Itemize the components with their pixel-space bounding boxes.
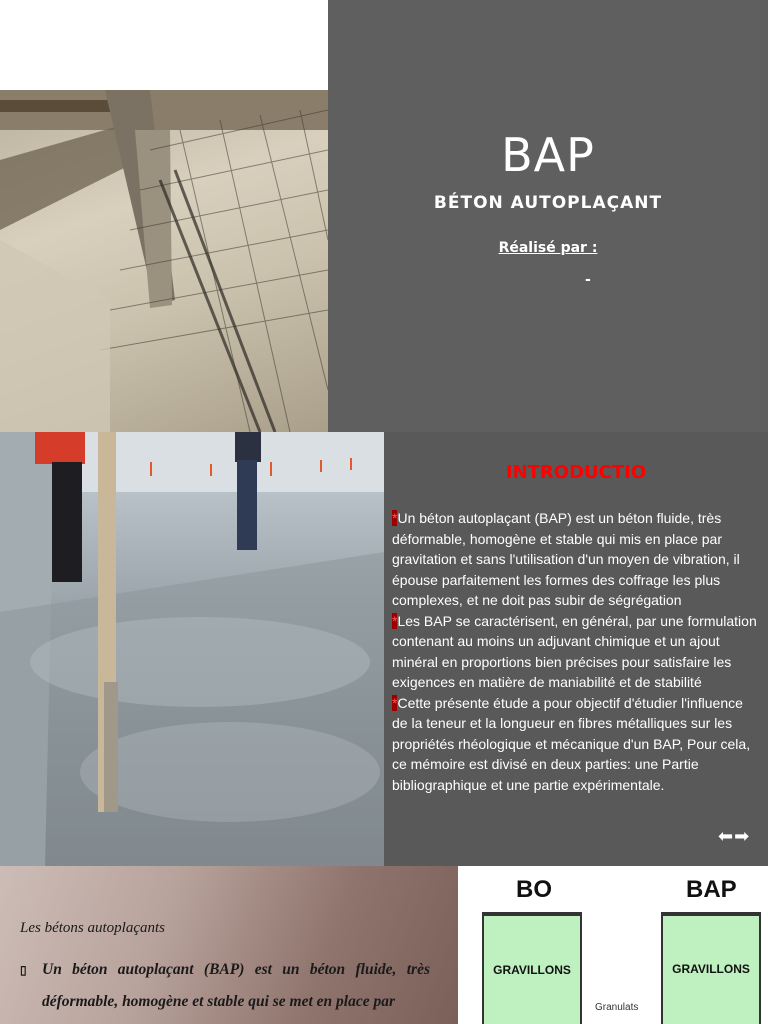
intro-paragraph-3 [392, 693, 762, 796]
diagram-left-header: BO [516, 876, 552, 903]
slide3-definition-panel [0, 866, 458, 1024]
slide1-blank-area [0, 0, 328, 90]
diagram-right-header: BAP [686, 876, 737, 903]
presentation-subtitle: BÉTON AUTOPLAÇANT [433, 193, 663, 213]
slide3-bullet-text: Un béton autoplaçant (BAP) est un béton fluide, très déformable, homogène et stable qui se met en place par [42, 961, 430, 1010]
bullet-star-marker: * [392, 694, 398, 711]
introduction-heading: INTRODUCTIO [505, 462, 647, 483]
diagram-right-gravillons-box: GRAVILLONS [661, 914, 761, 1024]
slide1-title-panel [328, 0, 768, 432]
intro-paragraph-text: Les BAP se caractérisent, en général, par une formulation contenant au moins un adjuvant chimique et un ajout minéral en proportions bien précises pour satisfaire les exigences en matière de maniabilité et de stabilité [392, 612, 757, 690]
presentation-title: BAP [501, 128, 595, 182]
author-placeholder: - [585, 272, 591, 288]
intro-paragraph-text: Cette présente étude a pour objectif d'étudier l'influence de la teneur et la longueur en fibres métalliques sur les propriétés rhéologique et mécanique d'un BAP, Pour cela, ce mémoire est divisé en deux parties: une Partie bibliographique et une partie expérimentale. [392, 694, 751, 793]
slide3-title: Les bétons autoplaçants [20, 920, 165, 936]
bullet-star-marker: * [392, 612, 398, 629]
bo-vs-bap-composition-diagram [458, 866, 768, 1024]
introduction-body [392, 508, 762, 795]
concrete-floor-illustration [0, 432, 384, 866]
diagram-middle-label: Granulats [595, 1002, 639, 1013]
slide2-concrete-floor-photo [0, 432, 384, 866]
slide1-concrete-pour-photo [0, 90, 328, 432]
intro-paragraph-text: Un béton autoplaçant (BAP) est un béton fluide, très déformable, homogène et stable qui mis en place par gravitation et sans l'utilisation d'un moyen de vibration, il épouse parfaitement les formes des coffrage les plus complexes, et ne doit pas subir de ségrégation [392, 510, 740, 608]
bullet-box-icon: ▯ [20, 963, 27, 977]
diagram-left-gravillons-box: GRAVILLONS [482, 914, 582, 1024]
author-byline: Réalisé par : [498, 240, 598, 256]
slide-nav-arrows-icon[interactable]: ⬅➡ [718, 826, 751, 847]
slide2-introduction-panel [384, 432, 768, 866]
slide3-bullet-item [20, 954, 430, 1018]
intro-paragraph-2 [392, 611, 762, 693]
concrete-pour-illustration [0, 90, 328, 432]
bullet-star-marker: * [392, 510, 398, 526]
intro-paragraph-1 [392, 508, 762, 611]
